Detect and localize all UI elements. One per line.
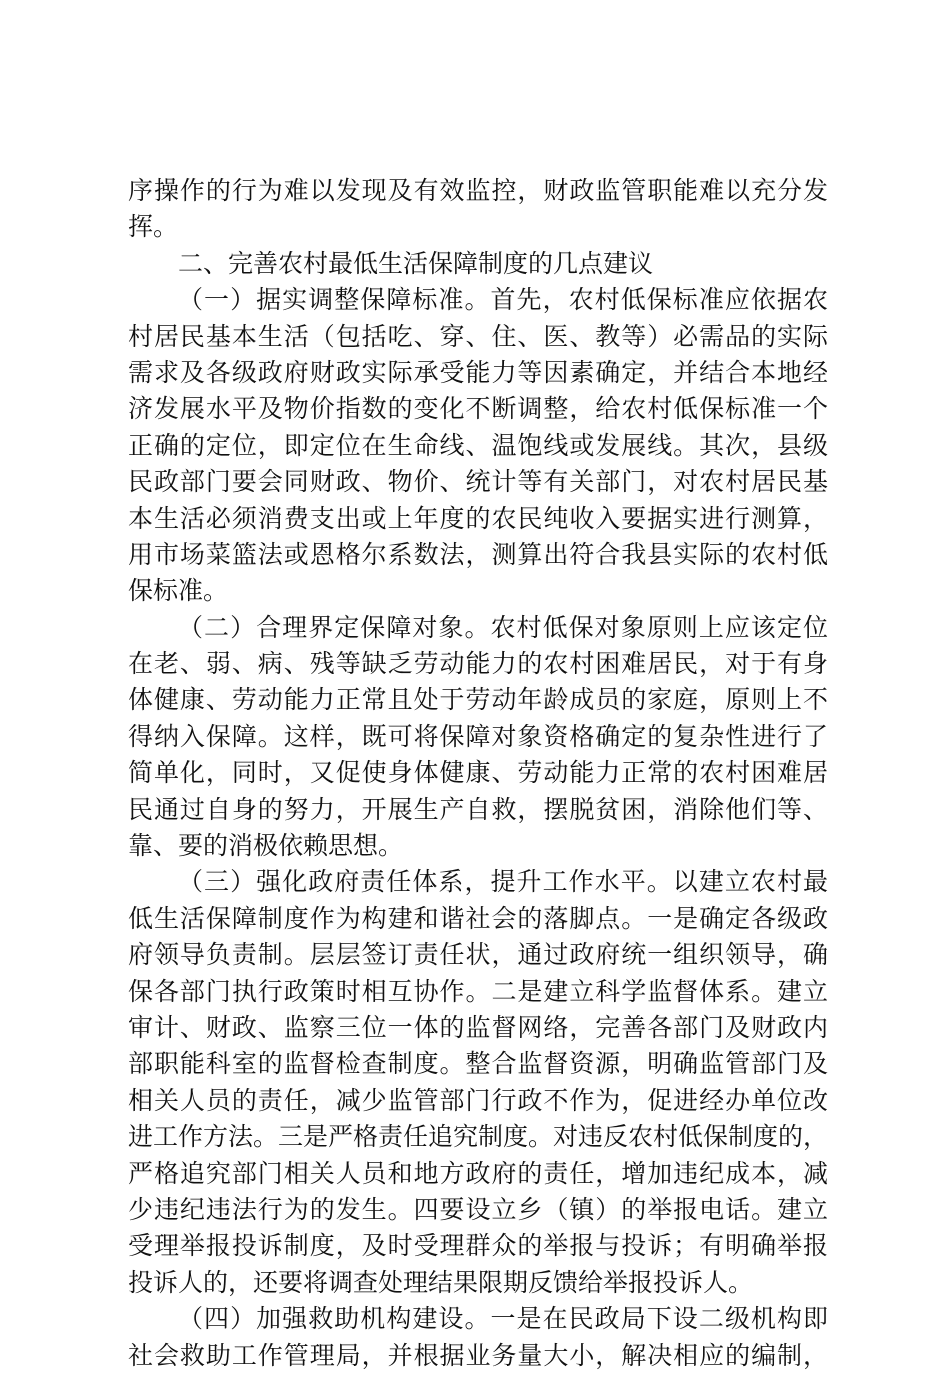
paragraph-1 — [128, 282, 828, 610]
text-line: 受理举报投诉制度，及时受理群众的举报与投诉；有明确举报 — [128, 1231, 828, 1261]
text-line: 民通过自身的努力，开展生产自救，摆脱贫困，消除他们等、 — [128, 794, 828, 824]
paragraph-4 — [128, 1301, 828, 1374]
text-line: 在老、弱、病、残等缺乏劳动能力的农村困难居民，对于有身 — [128, 649, 828, 679]
document-page — [128, 173, 828, 1374]
text-line: （四）加强救助机构建设。一是在民政局下设二级机构即 — [178, 1304, 828, 1334]
text-line: 民政部门要会同财政、物价、统计等有关部门，对农村居民基 — [128, 467, 828, 497]
text-line: 需求及各级政府财政实际承受能力等因素确定，并结合本地经 — [128, 357, 828, 387]
section-heading — [128, 246, 828, 282]
text-line: 用市场菜篮法或恩格尔系数法，测算出符合我县实际的农村低 — [128, 539, 828, 569]
text-line: 相关人员的责任，减少监管部门行政不作为，促进经办单位改 — [128, 1085, 828, 1115]
text-line: 审计、财政、监察三位一体的监督网络，完善各部门及财政内 — [128, 1012, 828, 1042]
text-line: （三）强化政府责任体系，提升工作水平。以建立农村最 — [178, 867, 828, 897]
text-line: 体健康、劳动能力正常且处于劳动年龄成员的家庭，原则上不 — [128, 685, 828, 715]
text-line: 进工作方法。三是严格责任追究制度。对违反农村低保制度的， — [128, 1122, 829, 1152]
text-line: 保各部门执行政策时相互协作。二是建立科学监督体系。建立 — [128, 976, 828, 1006]
text-line: 挥。 — [128, 212, 179, 242]
text-line: 少违纪违法行为的发生。四要设立乡（镇）的举报电话。建立 — [128, 1194, 828, 1224]
text-line: （二）合理界定保障对象。农村低保对象原则上应该定位 — [178, 612, 828, 642]
text-line: 投诉人的，还要将调查处理结果限期反馈给举报投诉人。 — [128, 1267, 754, 1297]
text-line: 得纳入保障。这样，既可将保障对象资格确定的复杂性进行了 — [128, 721, 828, 751]
paragraph-3 — [128, 864, 828, 1301]
text-line: 严格追究部门相关人员和地方政府的责任，增加违纪成本，减 — [128, 1158, 828, 1188]
paragraph-2 — [128, 610, 828, 865]
text-line: 简单化，同时，又促使身体健康、劳动能力正常的农村困难居 — [128, 758, 828, 788]
text-line: 部职能科室的监督检查制度。整合监督资源，明确监管部门及 — [128, 1049, 828, 1079]
text-line: 序操作的行为难以发现及有效监控，财政监管职能难以充分发 — [128, 176, 828, 205]
text-line: 社会救助工作管理局，并根据业务量大小，解决相应的编制， — [128, 1340, 828, 1370]
text-line: 村居民基本生活（包括吃、穿、住、医、教等）必需品的实际 — [128, 321, 828, 351]
text-line: 府领导负责制。层层签订责任状，通过政府统一组织领导，确 — [128, 940, 828, 970]
text-line: （一）据实调整保障标准。首先，农村低保标准应依据农 — [178, 285, 828, 315]
text-line: 靠、要的消极依赖思想。 — [128, 831, 404, 861]
text-line: 本生活必须消费支出或上年度的农民纯收入要据实进行测算， — [128, 503, 828, 533]
text-line: 正确的定位，即定位在生命线、温饱线或发展线。其次，县级 — [128, 430, 828, 460]
paragraph-continuation — [128, 173, 828, 246]
text-line: 保标准。 — [128, 576, 229, 606]
text-line: 济发展水平及物价指数的变化不断调整，给农村低保标准一个 — [128, 394, 828, 424]
text-line: 低生活保障制度作为构建和谐社会的落脚点。一是确定各级政 — [128, 903, 828, 933]
heading-text: 二、完善农村最低生活保障制度的几点建议 — [178, 248, 654, 278]
